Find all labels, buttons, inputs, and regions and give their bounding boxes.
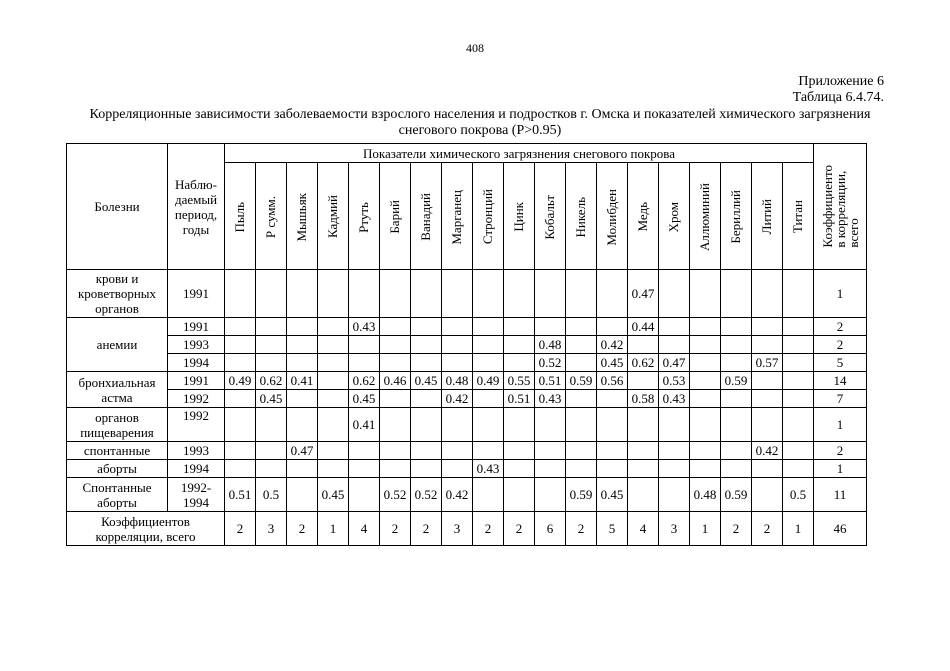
- value-cell: [783, 408, 814, 442]
- value-cell: [504, 460, 535, 478]
- page-number: 408: [466, 41, 484, 55]
- value-cell: [504, 318, 535, 336]
- indicators-group-header: Показатели химического загрязнения снегового покрова: [225, 144, 814, 163]
- value-cell: [473, 408, 504, 442]
- value-cell: [256, 270, 287, 318]
- value-cell: [225, 460, 256, 478]
- value-cell: [380, 318, 411, 336]
- value-cell: 0.47: [287, 442, 318, 460]
- value-cell: [721, 354, 752, 372]
- value-cell: [349, 460, 380, 478]
- value-cell: [318, 270, 349, 318]
- value-cell: [566, 318, 597, 336]
- value-cell: [597, 390, 628, 408]
- value-cell: [256, 442, 287, 460]
- column-header-text: Барий: [387, 200, 402, 234]
- value-cell: [349, 270, 380, 318]
- disease-cell: спонтанные: [67, 442, 168, 460]
- value-cell: [349, 442, 380, 460]
- disease-header: Болезни: [67, 144, 168, 270]
- summary-value-cell: 2: [504, 512, 535, 546]
- column-header-text: Титан: [790, 200, 805, 234]
- disease-cell: бронхиальная астма: [67, 372, 168, 408]
- summary-value-cell: 2: [473, 512, 504, 546]
- value-cell: [349, 354, 380, 372]
- value-cell: [690, 390, 721, 408]
- value-cell: [597, 318, 628, 336]
- column-header: [721, 163, 752, 270]
- value-cell: [287, 478, 318, 512]
- table-row: [67, 390, 867, 408]
- value-cell: [721, 408, 752, 442]
- row-total-cell: 1: [814, 270, 867, 318]
- value-cell: 0.49: [473, 372, 504, 390]
- total-header-text: Коэффициенто в корреляции, всего: [819, 165, 861, 248]
- column-header: [752, 163, 783, 270]
- value-cell: [783, 354, 814, 372]
- disease-cell: Спонтанные аборты: [67, 478, 168, 512]
- value-cell: [225, 408, 256, 442]
- value-cell: 0.42: [442, 478, 473, 512]
- column-header: [380, 163, 411, 270]
- value-cell: [721, 318, 752, 336]
- column-header: [473, 163, 504, 270]
- value-cell: [504, 478, 535, 512]
- value-cell: [783, 390, 814, 408]
- row-total-cell: 2: [814, 336, 867, 354]
- period-cell: 1993: [168, 442, 225, 460]
- value-cell: [349, 478, 380, 512]
- period-cell: 1991: [168, 372, 225, 390]
- table-row: [67, 318, 867, 336]
- table-row: [67, 354, 867, 372]
- value-cell: [411, 442, 442, 460]
- value-cell: 0.45: [597, 354, 628, 372]
- value-cell: 0.48: [442, 372, 473, 390]
- column-header: [318, 163, 349, 270]
- value-cell: [690, 354, 721, 372]
- value-cell: 0.56: [597, 372, 628, 390]
- value-cell: 0.43: [535, 390, 566, 408]
- value-cell: [256, 408, 287, 442]
- value-cell: [318, 390, 349, 408]
- total-header: [814, 144, 867, 270]
- summary-value-cell: 3: [442, 512, 473, 546]
- value-cell: [783, 460, 814, 478]
- value-cell: [473, 270, 504, 318]
- period-header: Наблю- даемый период, годы: [168, 144, 225, 270]
- value-cell: [318, 408, 349, 442]
- value-cell: 0.48: [690, 478, 721, 512]
- value-cell: [287, 408, 318, 442]
- value-cell: [628, 478, 659, 512]
- value-cell: 0.62: [628, 354, 659, 372]
- table-caption: Корреляционные зависимости заболеваемости взрослого населения и подростков г. Омска и показателей химического загрязнения снегового покрова (Р>0.95): [89, 107, 871, 138]
- value-cell: [411, 408, 442, 442]
- value-cell: 0.59: [566, 478, 597, 512]
- summary-value-cell: 1: [690, 512, 721, 546]
- column-header: [566, 163, 597, 270]
- value-cell: [287, 460, 318, 478]
- value-cell: [690, 442, 721, 460]
- value-cell: 0.45: [411, 372, 442, 390]
- summary-value-cell: 1: [318, 512, 349, 546]
- value-cell: [659, 442, 690, 460]
- value-cell: [318, 336, 349, 354]
- period-cell: 1994: [168, 460, 225, 478]
- value-cell: [752, 270, 783, 318]
- value-cell: [473, 390, 504, 408]
- column-header-text: Кадмий: [325, 195, 340, 239]
- column-header: [659, 163, 690, 270]
- value-cell: [597, 270, 628, 318]
- value-cell: [535, 442, 566, 460]
- value-cell: [411, 354, 442, 372]
- column-header: [783, 163, 814, 270]
- column-header: [256, 163, 287, 270]
- column-header-text: Пыль: [232, 201, 247, 233]
- value-cell: [783, 372, 814, 390]
- row-total-cell: 14: [814, 372, 867, 390]
- row-total-cell: 1: [814, 408, 867, 442]
- summary-value-cell: 2: [225, 512, 256, 546]
- value-cell: [504, 336, 535, 354]
- value-cell: [473, 442, 504, 460]
- table-row: [67, 460, 867, 478]
- column-header-text: Стронций: [480, 189, 495, 245]
- value-cell: 0.45: [256, 390, 287, 408]
- value-cell: 0.59: [721, 478, 752, 512]
- value-cell: [690, 318, 721, 336]
- value-cell: [752, 336, 783, 354]
- value-cell: 0.55: [504, 372, 535, 390]
- table-row: [67, 408, 867, 442]
- value-cell: 0.41: [287, 372, 318, 390]
- value-cell: [411, 460, 442, 478]
- value-cell: 0.5: [256, 478, 287, 512]
- column-header: [349, 163, 380, 270]
- summary-value-cell: 2: [287, 512, 318, 546]
- value-cell: [256, 354, 287, 372]
- summary-value-cell: 6: [535, 512, 566, 546]
- value-cell: [380, 270, 411, 318]
- value-cell: [287, 354, 318, 372]
- value-cell: 0.62: [256, 372, 287, 390]
- value-cell: 0.51: [225, 478, 256, 512]
- value-cell: [318, 354, 349, 372]
- value-cell: 0.47: [628, 270, 659, 318]
- grand-total-cell: 46: [814, 512, 867, 546]
- value-cell: [256, 318, 287, 336]
- value-cell: [721, 390, 752, 408]
- value-cell: [783, 442, 814, 460]
- value-cell: [566, 270, 597, 318]
- value-cell: [225, 318, 256, 336]
- value-cell: [442, 270, 473, 318]
- column-header: [690, 163, 721, 270]
- summary-value-cell: 3: [256, 512, 287, 546]
- value-cell: [659, 460, 690, 478]
- value-cell: 0.59: [721, 372, 752, 390]
- value-cell: [504, 354, 535, 372]
- disease-cell: анемии: [67, 318, 168, 372]
- disease-cell: органов пищеварения: [67, 408, 168, 442]
- value-cell: 0.51: [535, 372, 566, 390]
- value-cell: 0.52: [380, 478, 411, 512]
- summary-value-cell: 2: [380, 512, 411, 546]
- value-cell: [628, 408, 659, 442]
- value-cell: 0.45: [318, 478, 349, 512]
- value-cell: [628, 372, 659, 390]
- value-cell: 0.49: [225, 372, 256, 390]
- disease-cell: крови и кроветворных органов: [67, 270, 168, 318]
- summary-value-cell: 2: [752, 512, 783, 546]
- value-cell: [225, 354, 256, 372]
- value-cell: 0.5: [783, 478, 814, 512]
- value-cell: 0.42: [752, 442, 783, 460]
- value-cell: [380, 354, 411, 372]
- period-cell: 1994: [168, 354, 225, 372]
- value-cell: [473, 336, 504, 354]
- value-cell: 0.43: [473, 460, 504, 478]
- value-cell: [597, 442, 628, 460]
- value-cell: [225, 442, 256, 460]
- value-cell: [752, 478, 783, 512]
- row-total-cell: 11: [814, 478, 867, 512]
- value-cell: 0.42: [442, 390, 473, 408]
- value-cell: [411, 336, 442, 354]
- column-header-text: Мышьяк: [294, 192, 309, 242]
- value-cell: [349, 336, 380, 354]
- value-cell: [783, 318, 814, 336]
- value-cell: [287, 318, 318, 336]
- value-cell: 0.45: [597, 478, 628, 512]
- summary-value-cell: 4: [349, 512, 380, 546]
- column-header-text: Кобальт: [542, 194, 557, 240]
- value-cell: [225, 336, 256, 354]
- table-row: [67, 372, 867, 390]
- value-cell: [535, 478, 566, 512]
- period-cell: 1992- 1994: [168, 478, 225, 512]
- value-cell: [628, 442, 659, 460]
- value-cell: [752, 390, 783, 408]
- column-header: [628, 163, 659, 270]
- value-cell: 0.44: [628, 318, 659, 336]
- value-cell: 0.51: [504, 390, 535, 408]
- value-cell: [318, 318, 349, 336]
- value-cell: 0.43: [349, 318, 380, 336]
- table-number: Таблица 6.4.74.: [792, 90, 884, 105]
- column-header-text: Ртуть: [356, 201, 371, 233]
- row-total-cell: 7: [814, 390, 867, 408]
- value-cell: [442, 336, 473, 354]
- value-cell: [659, 336, 690, 354]
- summary-value-cell: 2: [566, 512, 597, 546]
- value-cell: [318, 460, 349, 478]
- value-cell: [752, 460, 783, 478]
- value-cell: [411, 318, 442, 336]
- column-header: [597, 163, 628, 270]
- value-cell: 0.52: [535, 354, 566, 372]
- value-cell: 0.58: [628, 390, 659, 408]
- summary-value-cell: 4: [628, 512, 659, 546]
- value-cell: [256, 336, 287, 354]
- column-header-text: Ванадий: [418, 193, 433, 241]
- value-cell: 0.52: [411, 478, 442, 512]
- value-cell: 0.46: [380, 372, 411, 390]
- period-cell: 1993: [168, 336, 225, 354]
- table-row: [67, 478, 867, 512]
- value-cell: [752, 372, 783, 390]
- table-row: [67, 336, 867, 354]
- value-cell: [442, 318, 473, 336]
- value-cell: [566, 336, 597, 354]
- value-cell: [783, 270, 814, 318]
- value-cell: [659, 478, 690, 512]
- column-header-text: Цинк: [511, 202, 526, 232]
- value-cell: [318, 442, 349, 460]
- value-cell: [473, 354, 504, 372]
- row-total-cell: 2: [814, 318, 867, 336]
- column-header-text: Хром: [666, 201, 681, 233]
- value-cell: [721, 270, 752, 318]
- row-total-cell: 2: [814, 442, 867, 460]
- summary-value-cell: 2: [721, 512, 752, 546]
- value-cell: [566, 354, 597, 372]
- period-cell: 1992: [168, 408, 225, 442]
- value-cell: [566, 442, 597, 460]
- value-cell: [318, 372, 349, 390]
- value-cell: [442, 442, 473, 460]
- value-cell: [690, 460, 721, 478]
- value-cell: 0.48: [535, 336, 566, 354]
- column-header-text: Медь: [635, 202, 650, 232]
- value-cell: [256, 460, 287, 478]
- column-header-text: Молибден: [604, 188, 619, 246]
- column-header: [442, 163, 473, 270]
- value-cell: [721, 336, 752, 354]
- table-row: [67, 270, 867, 318]
- period-cell: 1991: [168, 270, 225, 318]
- value-cell: [380, 390, 411, 408]
- value-cell: [535, 408, 566, 442]
- value-cell: 0.53: [659, 372, 690, 390]
- value-cell: 0.45: [349, 390, 380, 408]
- disease-cell: аборты: [67, 460, 168, 478]
- value-cell: [380, 408, 411, 442]
- value-cell: [597, 460, 628, 478]
- value-cell: [752, 408, 783, 442]
- value-cell: [287, 336, 318, 354]
- value-cell: [442, 408, 473, 442]
- value-cell: [566, 390, 597, 408]
- value-cell: [411, 270, 442, 318]
- column-header: [287, 163, 318, 270]
- summary-label: Коэффициентов корреляции, всего: [67, 512, 225, 546]
- value-cell: 0.57: [752, 354, 783, 372]
- row-total-cell: 1: [814, 460, 867, 478]
- correlation-table: [66, 143, 867, 546]
- value-cell: 0.41: [349, 408, 380, 442]
- column-header-text: Аллюминий: [697, 183, 712, 251]
- value-cell: [566, 460, 597, 478]
- value-cell: 0.47: [659, 354, 690, 372]
- summary-value-cell: 3: [659, 512, 690, 546]
- column-header: [411, 163, 442, 270]
- column-header-text: Р сумм.: [263, 195, 278, 239]
- value-cell: [690, 372, 721, 390]
- period-cell: 1992: [168, 390, 225, 408]
- value-cell: [659, 270, 690, 318]
- value-cell: [535, 460, 566, 478]
- value-cell: 0.59: [566, 372, 597, 390]
- value-cell: [659, 408, 690, 442]
- value-cell: [628, 460, 659, 478]
- value-cell: [628, 336, 659, 354]
- summary-value-cell: 2: [411, 512, 442, 546]
- value-cell: [752, 318, 783, 336]
- period-cell: 1991: [168, 318, 225, 336]
- value-cell: [504, 408, 535, 442]
- value-cell: [504, 442, 535, 460]
- appendix-label: Приложение 6: [798, 74, 884, 89]
- summary-value-cell: 1: [783, 512, 814, 546]
- value-cell: [411, 390, 442, 408]
- value-cell: [504, 270, 535, 318]
- value-cell: [535, 270, 566, 318]
- value-cell: [287, 390, 318, 408]
- value-cell: [535, 318, 566, 336]
- column-header-text: Бериллий: [728, 190, 743, 244]
- value-cell: 0.43: [659, 390, 690, 408]
- value-cell: [380, 460, 411, 478]
- value-cell: 0.62: [349, 372, 380, 390]
- value-cell: [597, 408, 628, 442]
- value-cell: [473, 318, 504, 336]
- value-cell: [380, 336, 411, 354]
- value-cell: [721, 460, 752, 478]
- value-cell: [690, 408, 721, 442]
- value-cell: [721, 442, 752, 460]
- table-row: [67, 442, 867, 460]
- summary-value-cell: 5: [597, 512, 628, 546]
- value-cell: [566, 408, 597, 442]
- value-cell: 0.42: [597, 336, 628, 354]
- value-cell: [442, 354, 473, 372]
- value-cell: [225, 270, 256, 318]
- value-cell: [442, 460, 473, 478]
- column-header-text: Литий: [759, 199, 774, 235]
- column-header: [504, 163, 535, 270]
- value-cell: [690, 336, 721, 354]
- value-cell: [287, 270, 318, 318]
- column-header: [535, 163, 566, 270]
- column-header-text: Марганец: [449, 189, 464, 245]
- summary-row: [67, 512, 867, 546]
- value-cell: [380, 442, 411, 460]
- value-cell: [783, 336, 814, 354]
- value-cell: [690, 270, 721, 318]
- row-total-cell: 5: [814, 354, 867, 372]
- value-cell: [473, 478, 504, 512]
- column-header-text: Никель: [573, 196, 588, 238]
- value-cell: [225, 390, 256, 408]
- column-header: [225, 163, 256, 270]
- value-cell: [659, 318, 690, 336]
